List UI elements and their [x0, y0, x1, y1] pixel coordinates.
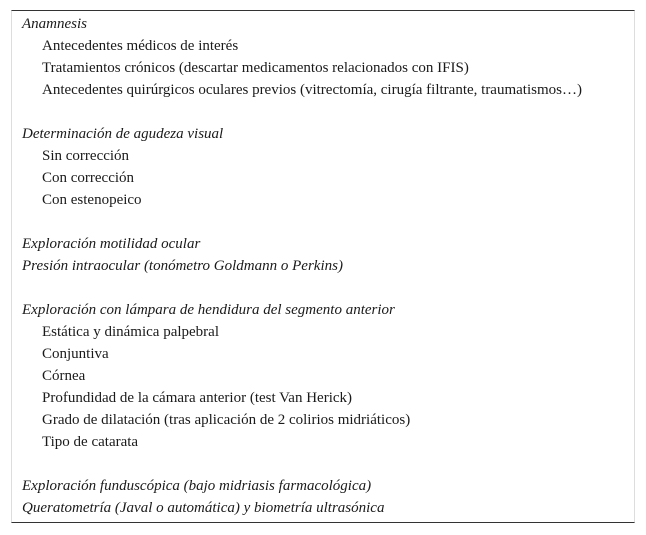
section-heading-keratometry: Queratometría (Javal o automática) y biometría ultrasónica	[22, 500, 385, 516]
section-heading-ocular-motility: Exploración motilidad ocular	[22, 236, 201, 252]
group-spacer	[22, 277, 630, 299]
list-item: Antecedentes médicos de interés	[42, 38, 239, 54]
list-item: Córnea	[42, 368, 86, 384]
group-spacer	[22, 101, 630, 123]
section-heading-intraocular-pressure: Presión intraocular (tonómetro Goldmann o Perkins)	[22, 258, 343, 274]
protocol-table	[11, 10, 635, 523]
list-item: Conjuntiva	[42, 346, 109, 362]
section-heading-slit-lamp: Exploración con lámpara de hendidura del segmento anterior	[22, 302, 395, 318]
list-item: Estática y dinámica palpebral	[42, 324, 220, 340]
protocol-rows	[22, 13, 630, 519]
list-item: Antecedentes quirúrgicos oculares previos (vitrectomía, cirugía filtrante, traumatismos…)	[42, 82, 582, 98]
list-item: Con corrección	[42, 170, 135, 186]
group-spacer	[22, 211, 630, 233]
list-item: Tipo de catarata	[42, 434, 139, 450]
section-heading-fundoscopy: Exploración funduscópica (bajo midriasis farmacológica)	[22, 478, 372, 494]
list-item: Profundidad de la cámara anterior (test Van Herick)	[42, 390, 353, 406]
list-item: Con estenopeico	[42, 192, 142, 208]
section-heading-anamnesis: Anamnesis	[22, 16, 87, 32]
group-spacer	[22, 453, 630, 475]
list-item: Sin corrección	[42, 148, 130, 164]
list-item: Grado de dilatación (tras aplicación de 2 colirios midriáticos)	[42, 412, 411, 428]
section-heading-visual-acuity: Determinación de agudeza visual	[22, 126, 224, 142]
list-item: Tratamientos crónicos (descartar medicamentos relacionados con IFIS)	[42, 60, 469, 76]
